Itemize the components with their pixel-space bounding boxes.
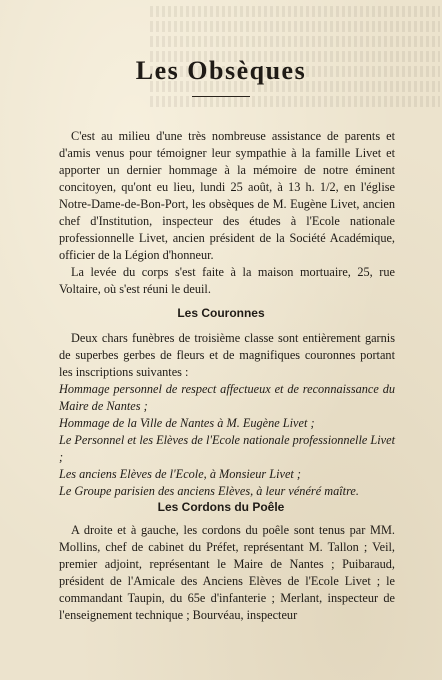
cordons-paragraph: A droite et à gauche, les cordons du poêle sont tenus par MM. Mollins, chef de cabinet du Préfet, représentant M. Tallon ; Veil, premier adjoint, représentant le Maire de Nantes ; Puibaraud, président de l'Amicale des Anciens Elèves de l'Ecole Livet ; le commandant Taupin, du 65e d'infanterie ; Merlant, inspecteur de l'enseignement technique ; Bourvéau, inspecteur bbox=[59, 523, 395, 622]
inscription-item: Hommage de la Ville de Nantes à M. Eugène Livet ; bbox=[59, 416, 315, 430]
title-underline bbox=[192, 96, 250, 97]
couronnes-intro: Deux chars funèbres de troisième classe sont entièrement garnis de superbes gerbes de fleurs et de magnifiques couronnes portant les inscriptions suivantes : bbox=[59, 331, 395, 379]
inscription-item: Le Personnel et les Elèves de l'Ecole nationale professionnelle Livet ; bbox=[59, 433, 395, 464]
inscription-item: Le Groupe parisien des anciens Elèves, à leur vénéré maître. bbox=[59, 484, 359, 498]
couronnes-heading: Les Couronnes bbox=[177, 306, 265, 320]
levee-paragraph: La levée du corps s'est faite à la maison mortuaire, 25, rue Voltaire, où s'est réuni le deuil. bbox=[59, 265, 395, 296]
intro-section bbox=[59, 128, 395, 298]
inscription-item: Hommage personnel de respect affectueux et de reconnaissance du Maire de Nantes ; bbox=[59, 382, 395, 413]
page-title: Les Obsèques bbox=[135, 56, 307, 85]
couronnes-section bbox=[59, 330, 395, 500]
cordons-section bbox=[59, 522, 395, 624]
intro-paragraph: C'est au milieu d'une très nombreuse assistance de parents et d'amis venus pour témoigner leur sympathie à la famille Livet et apporter un dernier hommage à la mémoire de notre éminent concitoyen, qu'ont eu lieu, lundi 25 août, à 13 h. 1/2, en l'église Notre-Dame-de-Bon-Port, les obsèques de M. Eugène Livet, ancien chef d'Institution, inspecteur des études à l'Ecole nationale professionnelle Livet, ancien président de la Société Académique, officier de la Légion d'honneur. bbox=[59, 129, 395, 262]
inscription-item: Les anciens Elèves de l'Ecole, à Monsieur Livet ; bbox=[59, 467, 302, 481]
cordons-heading: Les Cordons du Poêle bbox=[157, 500, 285, 514]
